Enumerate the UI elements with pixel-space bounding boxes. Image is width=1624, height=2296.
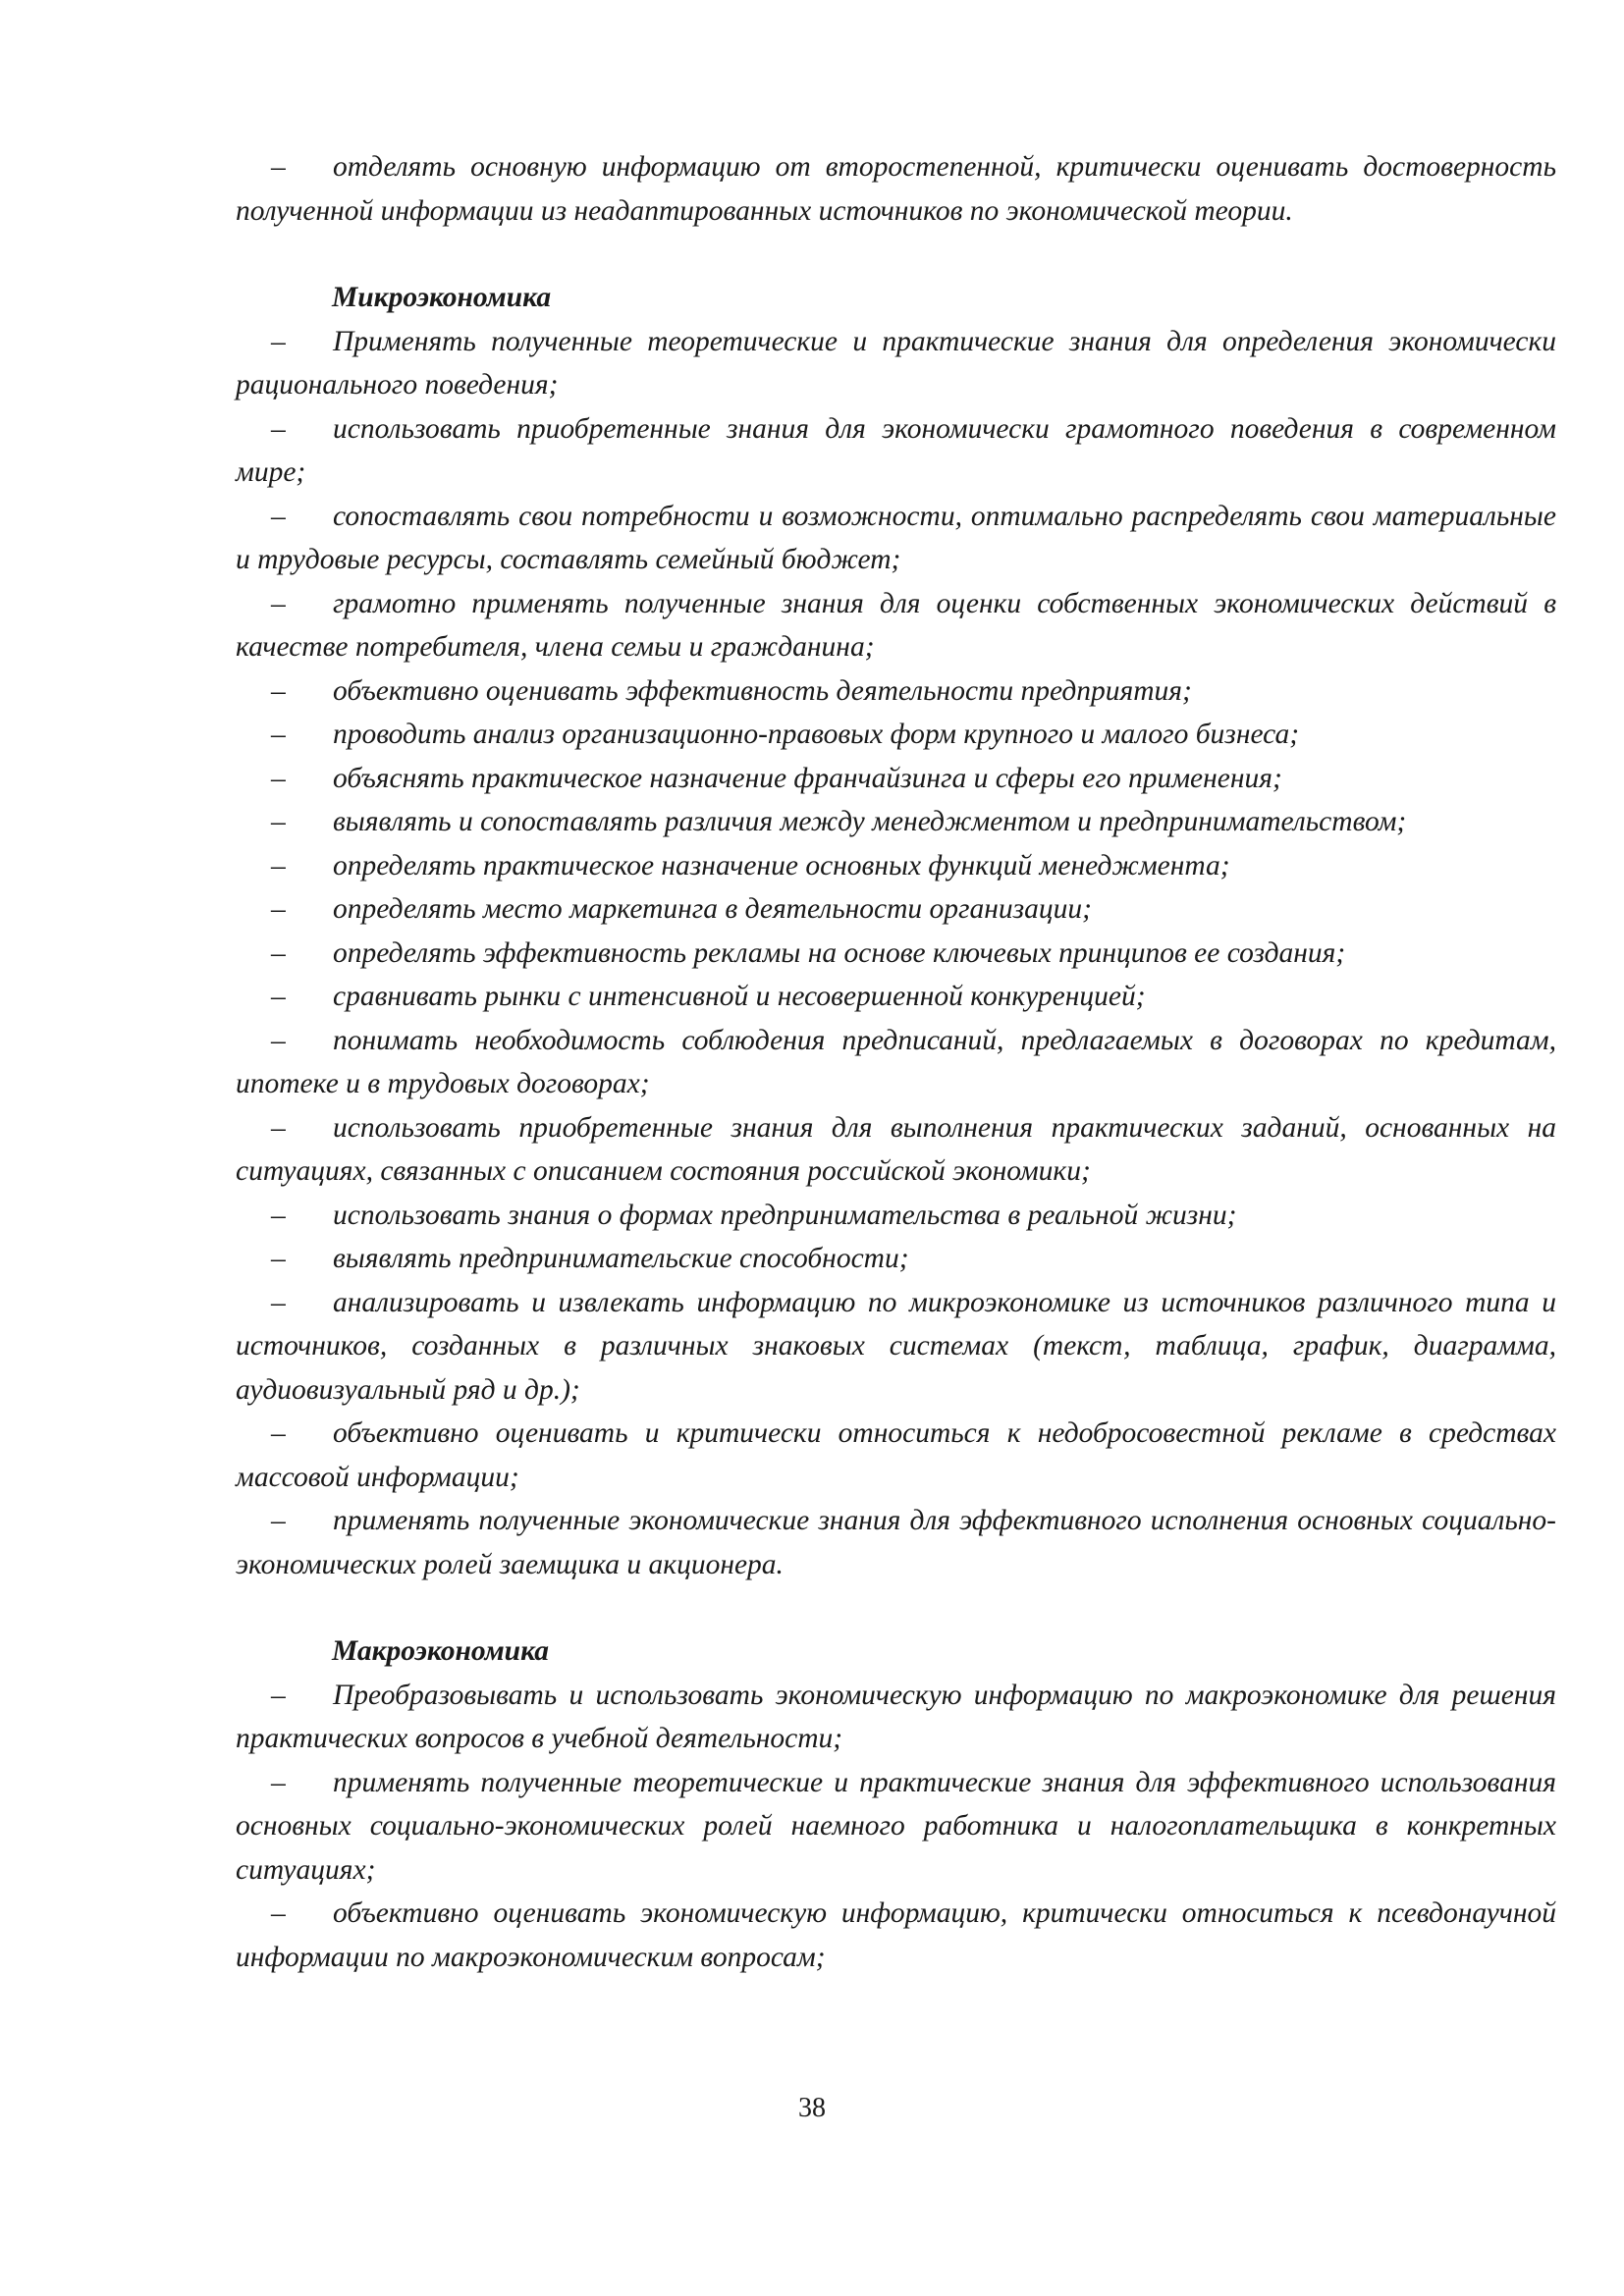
list-dash: – (271, 1679, 286, 1711)
microeconomics-list (236, 320, 1556, 1587)
list-item (236, 887, 1556, 932)
list-item-text: применять полученные теоретические и практические знания для эффективного использования основных социально-экономических ролей наемного работника и налогоплательщика в конкретных ситуациях; (236, 1766, 1556, 1886)
list-item (236, 407, 1556, 495)
list-dash: – (271, 1111, 286, 1144)
macroeconomics-list (236, 1674, 1556, 1980)
list-item-text: объективно оценивать экономическую информацию, критически относиться к псевдонаучной информации по макроэкономическим вопросам; (236, 1897, 1556, 1973)
list-item (236, 713, 1556, 757)
document-body (236, 145, 1556, 1979)
list-dash: – (271, 893, 286, 925)
list-item-text: Применять полученные теоретические и практические знания для определения экономически рационального поведения; (236, 325, 1556, 400)
list-dash: – (271, 1243, 286, 1274)
list-item (236, 1194, 1556, 1238)
section-gap (236, 233, 1556, 276)
list-item-text: применять полученные экономические знания для эффективного исполнения основных социально-экономических ролей заемщика и акционера. (236, 1505, 1556, 1580)
list-item (236, 1674, 1556, 1761)
list-dash: – (271, 981, 286, 1012)
list-dash: – (271, 1199, 286, 1231)
list-item (236, 1499, 1556, 1586)
list-item-text: определять практическое назначение основных функций менеджмента; (333, 849, 1230, 881)
list-item (236, 1106, 1556, 1194)
list-item (236, 1892, 1556, 1979)
list-item (236, 582, 1556, 669)
list-dash: – (271, 1897, 286, 1929)
list-item (236, 1281, 1556, 1413)
list-item-text: использовать знания о формах предпринимательства в реальной жизни; (333, 1199, 1237, 1231)
list-item (236, 1761, 1556, 1893)
list-dash: – (271, 500, 286, 532)
list-dash: – (271, 1766, 286, 1798)
list-item (236, 1237, 1556, 1281)
list-item-text: понимать необходимость соблюдения предписаний, предлагаемых в договорах по кредитам, ипотеке и в трудовых договорах; (236, 1024, 1556, 1099)
list-dash: – (271, 1286, 286, 1318)
list-item-text: объективно оценивать и критически относиться к недобросовестной рекламе в средствах массовой информации; (236, 1417, 1556, 1493)
intro-item (236, 145, 1556, 233)
list-item (236, 669, 1556, 714)
list-item-text: грамотно применять полученные знания для оценки собственных экономических действий в качестве потребителя, члена семьи и гражданина; (236, 587, 1556, 663)
list-dash: – (271, 762, 286, 794)
list-dash: – (271, 1024, 286, 1056)
list-dash: – (271, 806, 286, 837)
list-dash: – (271, 674, 286, 707)
list-dash: – (271, 151, 286, 183)
list-dash: – (271, 1417, 286, 1449)
list-item (236, 757, 1556, 801)
list-item-text: использовать приобретенные знания для выполнения практических заданий, основанных на ситуациях, связанных с описанием состояния российской экономики; (236, 1111, 1556, 1187)
list-item (236, 495, 1556, 582)
section-heading-macroeconomics: Макроэкономика (332, 1635, 550, 1667)
list-dash: – (271, 1505, 286, 1536)
list-dash: – (271, 849, 286, 881)
section-heading-microeconomics: Микроэкономика (332, 282, 552, 313)
list-item-text: выявлять и сопоставлять различия между менеджментом и предпринимательством; (333, 806, 1407, 837)
list-item (236, 320, 1556, 407)
list-dash: – (271, 587, 286, 619)
list-item-text: определять место маркетинга в деятельности организации; (333, 893, 1093, 925)
list-item-text: анализировать и извлекать информацию по микроэкономике из источников различного типа и источников, созданных в различных знаковых системах (текст, таблица, график, диаграмма, аудиовизуальный ряд и др.); (236, 1286, 1556, 1406)
list-item-text: использовать приобретенные знания для экономически грамотного поведения в современном мире; (236, 412, 1556, 488)
section-gap (236, 1586, 1556, 1629)
list-item-text: сравнивать рынки с интенсивной и несовершенной конкуренцией; (333, 981, 1146, 1012)
list-item (236, 975, 1556, 1019)
list-item-text: объяснять практическое назначение франчайзинга и сферы его применения; (333, 762, 1282, 794)
list-dash: – (271, 936, 286, 969)
list-item (236, 800, 1556, 844)
list-dash: – (271, 412, 286, 445)
list-item (236, 844, 1556, 888)
page-number: 38 (798, 2093, 826, 2123)
list-item-text: объективно оценивать эффективность деятельности предприятия; (333, 674, 1192, 707)
list-item (236, 1019, 1556, 1106)
list-item-text: сопоставлять свои потребности и возможности, оптимально распределять свои материальные и трудовые ресурсы, составлять семейный бюджет; (236, 500, 1556, 575)
list-item (236, 1412, 1556, 1499)
list-item-text: выявлять предпринимательские способности; (333, 1243, 909, 1274)
list-item-text: отделять основную информацию от второстепенной, критически оценивать достоверность полученной информации из неадаптированных источников по экономической теории. (236, 151, 1556, 227)
list-item (236, 932, 1556, 976)
list-dash: – (271, 719, 286, 750)
list-dash: – (271, 325, 286, 357)
list-item-text: проводить анализ организационно-правовых форм крупного и малого бизнеса; (333, 719, 1300, 750)
list-item-text: Преобразовывать и использовать экономическую информацию по макроэкономике для решения практических вопросов в учебной деятельности; (236, 1679, 1556, 1754)
list-item-text: определять эффективность рекламы на основе ключевых принципов ее создания; (333, 936, 1346, 969)
